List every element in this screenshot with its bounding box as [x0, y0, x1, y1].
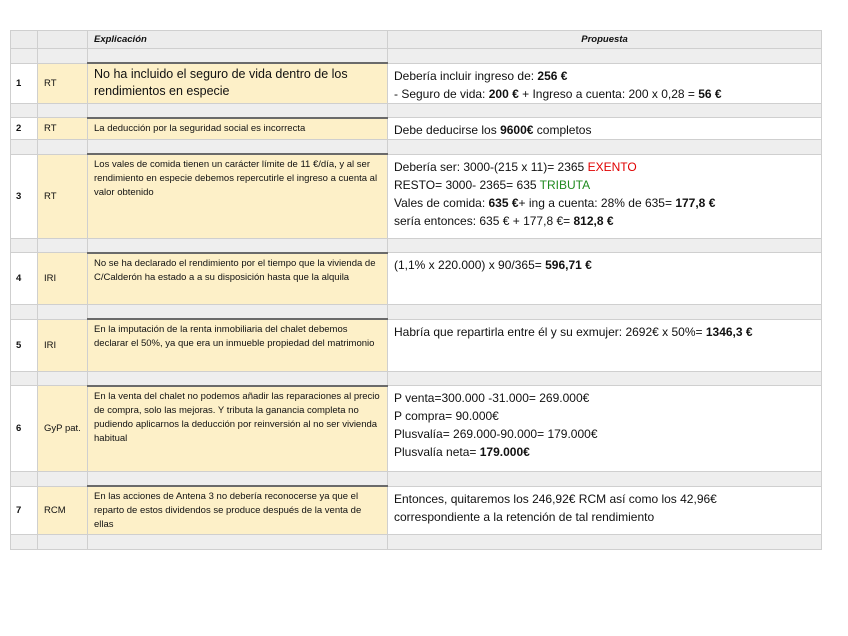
row-explicacion: La deducción por la seguridad social es incorrecta	[88, 118, 388, 140]
row-number: 5	[11, 319, 38, 371]
row-explicacion: Los vales de comida tienen un carácter límite de 11 €/día, y al ser rendimiento en especie debemos repercutirle el ingreso a cuenta al valor obtenido	[88, 154, 388, 238]
table-row	[11, 319, 822, 371]
row-explicacion: En las acciones de Antena 3 no debería reconocerse ya que el reparto de estos dividendos se produce después de la venta de ellas	[88, 486, 388, 534]
spacer-row	[11, 103, 822, 118]
corrections-table	[10, 30, 822, 550]
row-explicacion: No se ha declarado el rendimiento por el tiempo que la vivienda de C/Calderón ha estado a a su disposición hasta que la alquila	[88, 253, 388, 305]
row-propuesta: Entonces, quitaremos los 246,92€ RCM así como los 42,96€ correspondiente a la retención de tal rendimiento	[388, 486, 822, 534]
row-explicacion: No ha incluido el seguro de vida dentro de los rendimientos en especie	[88, 63, 388, 103]
row-propuesta: Debe deducirse los 9600€ completos	[388, 118, 822, 140]
row-number: 6	[11, 386, 38, 472]
header-propuesta: Propuesta	[388, 31, 822, 49]
row-category: IRI	[38, 253, 88, 305]
table-row	[11, 63, 822, 103]
row-category: RT	[38, 154, 88, 238]
row-category: GyP pat.	[38, 386, 88, 472]
row-propuesta: Habría que repartirla entre él y su exmujer: 2692€ x 50%= 1346,3 €	[388, 319, 822, 371]
row-propuesta: (1,1% x 220.000) x 90/365= 596,71 €	[388, 253, 822, 305]
row-explicacion: En la venta del chalet no podemos añadir las reparaciones al precio de compra, solo las mejoras. Y tributa la ganancia completa no pudiendo aplicarnos la deducción por reinversión al no ser vivienda habitual	[88, 386, 388, 472]
header-num-cell	[11, 31, 38, 49]
row-propuesta: P venta=300.000 -31.000= 269.000€ P compra= 90.000€ Plusvalía= 269.000-90.000= 179.000€ Plusvalía neta= 179.000€	[388, 386, 822, 472]
row-propuesta: Debería incluir ingreso de: 256 € - Seguro de vida: 200 € + Ingreso a cuenta: 200 x 0,28 = 56 €	[388, 63, 822, 103]
row-category: RT	[38, 118, 88, 140]
row-category: RT	[38, 63, 88, 103]
spacer-row	[11, 49, 822, 64]
table-row	[11, 253, 822, 305]
header-cat-cell	[38, 31, 88, 49]
header-explicacion: Explicación	[88, 31, 388, 49]
spacer-row	[11, 472, 822, 487]
row-number: 4	[11, 253, 38, 305]
spacer-row	[11, 140, 822, 155]
spacer-row	[11, 534, 822, 549]
table-row	[11, 486, 822, 534]
header-row	[11, 31, 822, 49]
row-explicacion: En la imputación de la renta inmobiliaria del chalet debemos declarar el 50%, ya que era un inmueble propiedad del matrimonio	[88, 319, 388, 371]
table-row	[11, 154, 822, 238]
spreadsheet-table	[10, 30, 821, 550]
row-number: 2	[11, 118, 38, 140]
spacer-row	[11, 371, 822, 386]
row-number: 3	[11, 154, 38, 238]
spacer-row	[11, 305, 822, 320]
row-category: IRI	[38, 319, 88, 371]
table-row	[11, 118, 822, 140]
row-number: 7	[11, 486, 38, 534]
row-propuesta: Debería ser: 3000-(215 x 11)= 2365 EXENTO RESTO= 3000- 2365= 635 TRIBUTA Vales de comida: 635 €+ ing a cuenta: 28% de 635= 177,8 € sería entonces: 635 € + 177,8 €= 812,8 €	[388, 154, 822, 238]
spacer-row	[11, 238, 822, 253]
row-number: 1	[11, 63, 38, 103]
row-category: RCM	[38, 486, 88, 534]
table-row	[11, 386, 822, 472]
